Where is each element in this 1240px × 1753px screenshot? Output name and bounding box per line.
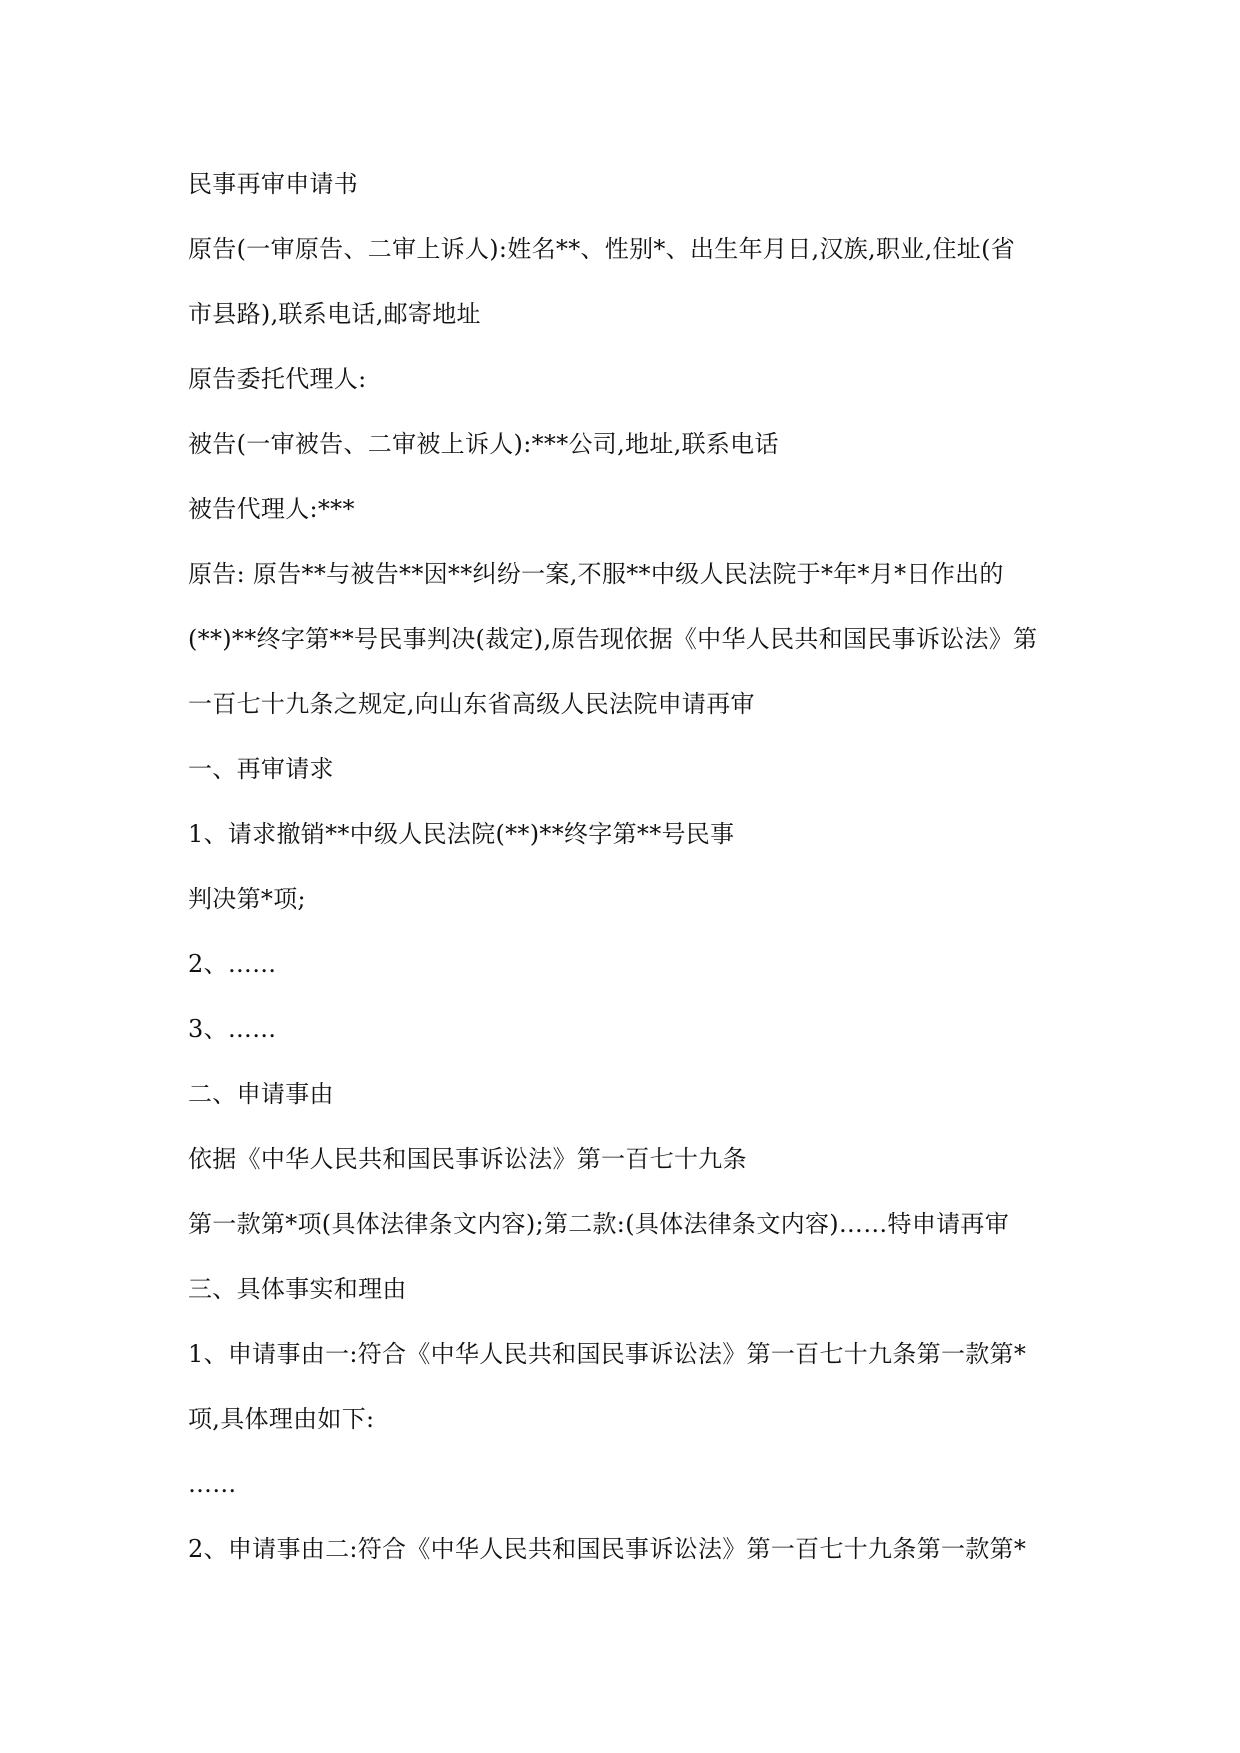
plaintiff-info-line-1: 原告(一审原告、二审上诉人):姓名**、性别*、出生年月日,汉族,职业,住址(省 [188,235,1016,263]
defendant-info: 被告(一审被告、二审被上诉人):***公司,地址,联系电话 [188,430,779,458]
grounds-line-1: 依据《中华人民共和国民事诉讼法》第一百七十九条 [188,1145,747,1173]
fact-reason-1-line-2: 项,具体理由如下: [188,1405,375,1433]
fact-reason-1-ellipsis: …… [188,1470,237,1498]
case-statement-line-2: (**)**终字第**号民事判决(裁定),原告现依据《中华人民共和国民事诉讼法》第 [188,625,1038,653]
request-item-1-line-1: 1、请求撤销**中级人民法院(**)**终字第**号民事 [188,820,735,848]
request-item-2: 2、…… [188,950,277,978]
case-statement-line-3: 一百七十九条之规定,向山东省高级人民法院申请再审 [188,690,755,718]
section-heading-grounds: 二、申请事由 [188,1080,334,1108]
grounds-line-2: 第一款第*项(具体法律条文内容);第二款:(具体法律条文内容)……特申请再审 [188,1210,1010,1238]
case-statement-line-1: 原告: 原告**与被告**因**纠纷一案,不服**中级人民法院于*年*月*日作出的 [188,560,1004,588]
fact-reason-2-line-1: 2、申请事由二:符合《中华人民共和国民事诉讼法》第一百七十九条第一款第* [188,1535,1027,1563]
plaintiff-info-line-2: 市县路),联系电话,邮寄地址 [188,300,481,328]
section-heading-facts: 三、具体事实和理由 [188,1275,407,1303]
request-item-1-line-2: 判决第*项; [188,885,306,913]
defendant-agent: 被告代理人:*** [188,495,355,523]
plaintiff-agent: 原告委托代理人: [188,365,367,393]
document-title: 民事再审申请书 [188,170,359,198]
section-heading-retrial-request: 一、再审请求 [188,755,334,783]
request-item-3: 3、…… [188,1015,277,1043]
fact-reason-1-line-1: 1、申请事由一:符合《中华人民共和国民事诉讼法》第一百七十九条第一款第* [188,1340,1027,1368]
